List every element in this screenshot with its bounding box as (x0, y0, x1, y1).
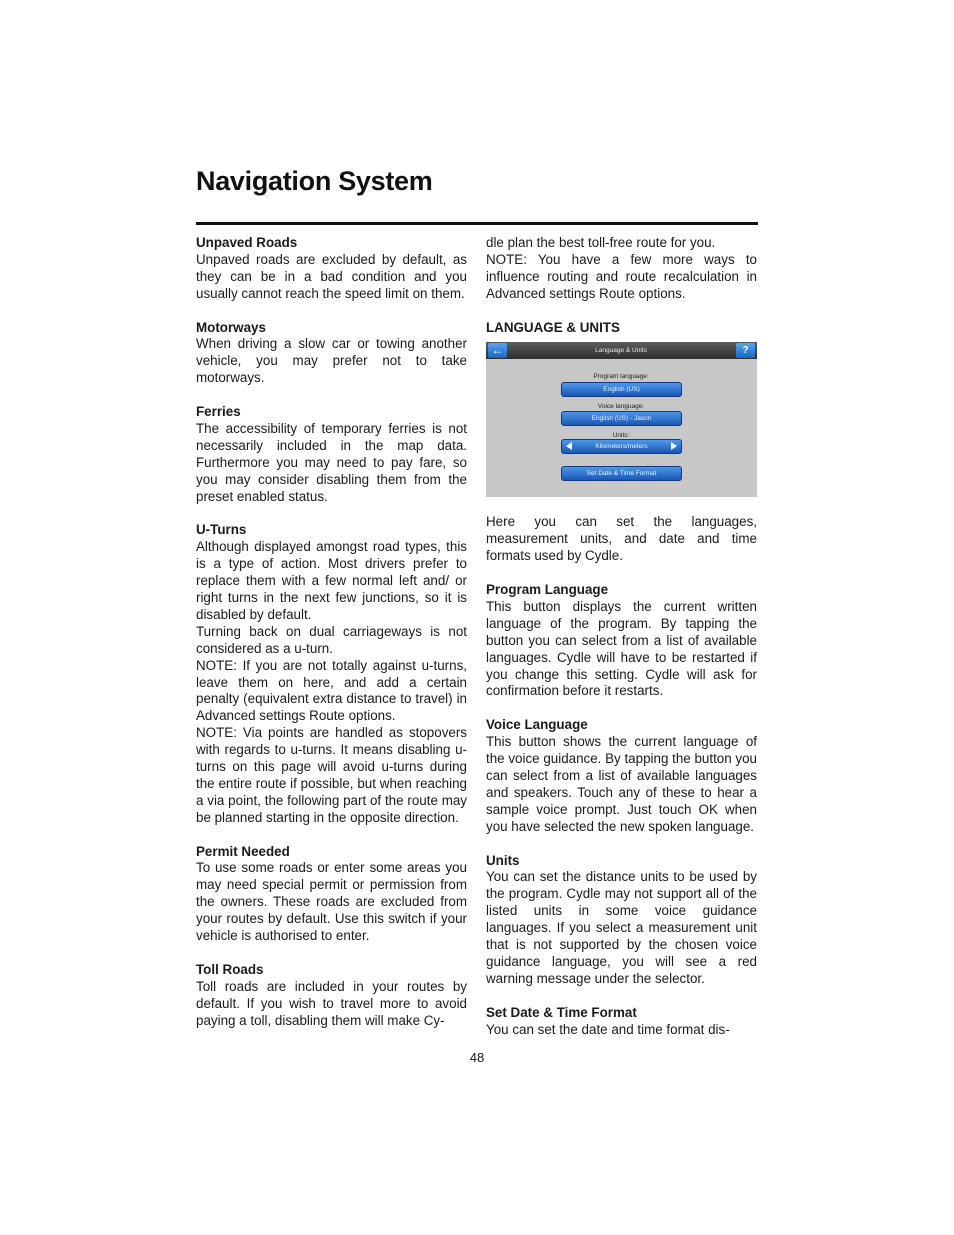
section-heading: Units (486, 852, 520, 868)
section-body: This button displays the current written language of the program. By tapping the button you can select from a list of available languages. Cydle will have to be restarted if you change this setting. Cydle will ask for confirmation before it restarts. (486, 598, 757, 699)
section-toll-roads (196, 962, 467, 1030)
right-column (486, 235, 757, 1038)
section-body: To use some roads or enter some areas you may need special permit or permission from the owners. These roads are excluded from your routes by default. Use this switch if your vehicle is authorised to enter. (196, 860, 467, 944)
toll-roads-continuation (486, 235, 757, 303)
section-permit-needed (196, 844, 467, 945)
set-date-time-format-button: Set Date & Time Format (561, 466, 682, 481)
section-heading: Unpaved Roads (196, 235, 298, 250)
section-body: Although displayed amongst road types, this is a type of action. Most drivers prefer to replace them with a few normal left and/ or right turns in the next few junctions, so it is disabled by default. (196, 539, 467, 622)
title-rule (196, 222, 758, 225)
voice-language-button: English (US) - Jason (561, 411, 682, 426)
screen-title: Language & Units (595, 347, 647, 355)
arrow-left-icon (566, 442, 572, 450)
left-column (196, 235, 467, 1030)
section-body: When driving a slow car or towing another vehicle, you may prefer not to take motorways. (196, 336, 467, 386)
section-heading: U-Turns (196, 522, 247, 538)
section-body: Toll roads are included in your routes by default. If you wish to travel more to avoid paying a toll, disabling them will make Cy- (196, 978, 467, 1028)
section-set-date-time-format (486, 1005, 757, 1039)
section-u-turns (196, 522, 467, 826)
section-voice-language (486, 717, 757, 835)
section-ferries (196, 404, 467, 505)
section-heading: Program Language (486, 582, 609, 598)
back-arrow-icon: ← (488, 343, 507, 358)
section-heading: Motorways (196, 319, 266, 335)
language-intro (486, 514, 757, 565)
units-label: Units: (612, 432, 630, 440)
section-heading: Permit Needed (196, 843, 290, 859)
section-body: dle plan the best toll-free route for you. (486, 235, 716, 250)
page-number: 48 (469, 1050, 485, 1065)
section-body: Unpaved roads are excluded by default, as they can be in a bad condition and you usually cannot reach the speed limit on them. (196, 251, 467, 301)
page-title: Navigation System (196, 166, 433, 196)
section-body: Here you can set the languages, measurement units, and date and time formats used by Cydle. (486, 514, 757, 564)
section-body: Turning back on dual carriageways is not considered as a u-turn. (196, 623, 467, 656)
language-units-screenshot (486, 342, 757, 497)
section-body: This button shows the current language of the voice guidance. By tapping the button you can select from a list of available languages and speakers. Touch any of these to hear a sample voice prompt. Just touch OK when you have selected the new spoken language. (486, 734, 757, 834)
section-note: NOTE: You have a few more ways to influence routing and route recalculation in Advanced settings Route options. (486, 251, 757, 301)
section-program-language (486, 582, 757, 700)
section-body: NOTE: If you are not totally against u-turns, leave them on here, and add a certain penalty (equivalent extra distance to travel) in Advanced settings Route options. (196, 657, 467, 724)
section-body: You can set the date and time format dis- (486, 1021, 730, 1037)
section-body: NOTE: Via points are handled as stopovers with regards to u-turns. It means disabling u-turns on this page will avoid u-turns during the entire route if possible, but when reaching a via point, the following part of the route may be planned starting in the opposite direction. (196, 725, 467, 825)
section-body: The accessibility of temporary ferries is not necessarily included in the map data. Furthermore you may need to pay fare, so you may consider disabling them from the preset enabled status. (196, 420, 467, 504)
section-body: You can set the distance units to be used by the program. Cydle may not support all of the listed units in some voice guidance languages. If you select a measurement unit that is not supported by the chosen voice guidance language, you will see a red warning message under the selector. (486, 869, 757, 986)
section-heading: Voice Language (486, 717, 588, 733)
units-selector (561, 439, 682, 454)
language-units-heading: LANGUAGE & UNITS (486, 319, 620, 335)
section-motorways (196, 320, 467, 388)
section-unpaved-roads (196, 235, 467, 303)
screen-title-bar (486, 342, 757, 359)
section-units (486, 853, 757, 988)
section-heading: Toll Roads (196, 961, 264, 977)
program-language-label: Program language: (593, 373, 649, 381)
section-heading: Ferries (196, 404, 241, 420)
voice-language-label: Voice language: (597, 403, 645, 411)
section-heading: Set Date & Time Format (486, 1004, 637, 1020)
help-icon: ? (736, 343, 755, 358)
units-value: Kilometers/meters (595, 443, 648, 451)
arrow-right-icon (671, 442, 677, 450)
program-language-button: English (US) (561, 382, 682, 397)
